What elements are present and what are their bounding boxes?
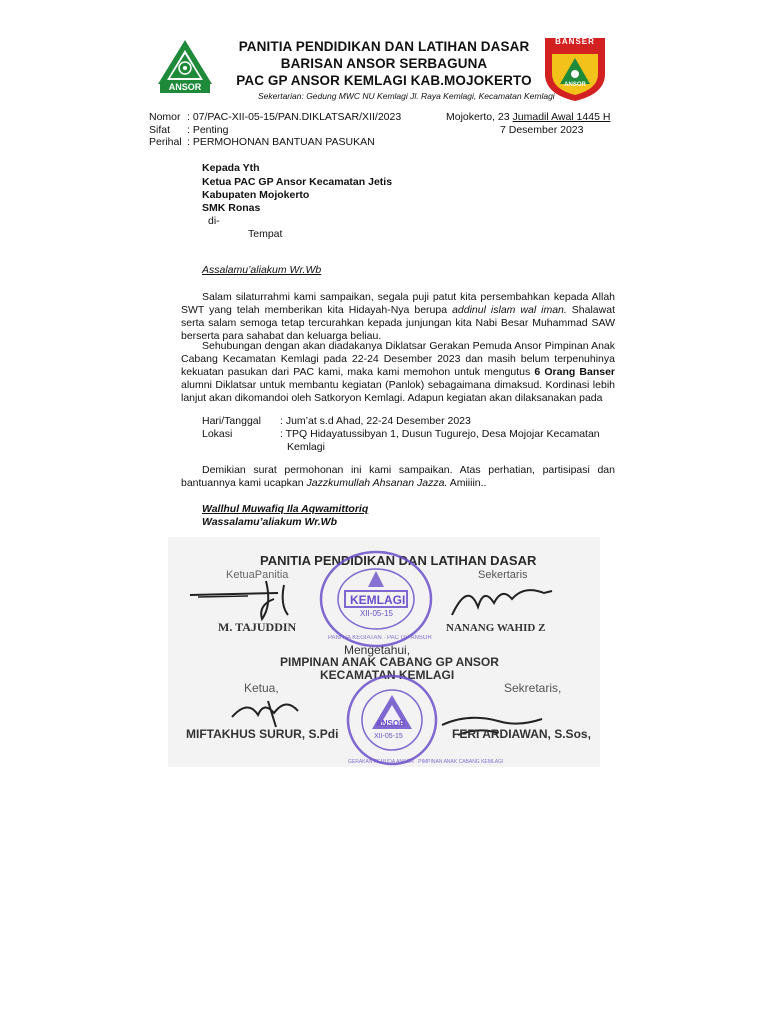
sekretaris-name: NANANG WAHID Z	[446, 622, 546, 634]
committee-title: PANITIA PENDIDIKAN DAN LATIHAN DASAR	[260, 553, 537, 568]
p2-text-a: Sehubungan dengan akan diadakanya Diklatsar Gerakan Pemuda Ansor Pimpinan Anak Cabang Kecamatan Kemlagi pada 22-24 Desember 2023 dan masih belum terpenuhinya kekuatan pasukan dari PAC kami, maka kami memohon untuk mengutus	[181, 340, 615, 378]
date-line	[446, 111, 610, 123]
mengetahui: Mengetahui,	[344, 643, 411, 657]
hari-label: Hari/Tanggal	[202, 415, 261, 427]
paragraph-3	[181, 464, 615, 490]
pac-line2: KECAMATAN KEMLAGI	[320, 668, 455, 682]
perihal-label: Perihal	[149, 136, 182, 148]
letterhead-line2: BARISAN ANSOR SERBAGUNA	[280, 56, 488, 71]
ketua-panitia-label: KetuaPanitia	[226, 569, 289, 581]
perihal-value: : PERMOHONAN BANTUAN PASUKAN	[187, 136, 375, 148]
paragraph-2	[181, 340, 615, 405]
p2-text-c: alumni Diklatsar untuk membantu kegiatan (Panlok) sebagaimana dimaksud. Kordinasi lebih lanjut akan dikomandoi oleh Satkoryon Kemlagi. Adapun kegiatan akan dilaksanakan pada	[181, 379, 615, 404]
recipient-di: di-	[208, 215, 220, 227]
recipient-line1: Ketua PAC GP Ansor Kecamatan Jetis	[202, 176, 393, 188]
sekretaris-label: Sekertaris	[478, 569, 528, 581]
right-logo-text: ANSOR	[564, 82, 586, 88]
p2-text-b: 6 Orang Banser	[534, 366, 615, 378]
signature-sekretaris	[448, 577, 558, 623]
date-place: Mojokerto, 23	[446, 111, 510, 123]
signature-ketua-panitia	[188, 575, 308, 623]
letterhead-address: Sekertarian: Gedung MWC NU Kemlagi Jl. Raya Kemlagi, Kecamatan Kemlagi	[258, 91, 555, 101]
right-logo-top-text: BANSER	[555, 37, 595, 46]
stamp2-code: XII-05-15	[374, 733, 403, 740]
stamp1-code: XII-05-15	[360, 609, 393, 618]
letterhead-line1: PANITIA PENDIDIKAN DAN LATIHAN DASAR	[238, 39, 530, 54]
signature-block	[168, 537, 600, 767]
p3-text-b: Jazzkumullah Ahsanan Jazza.	[306, 477, 448, 489]
sifat-value: : Penting	[187, 124, 229, 136]
stamp1-ring: PANITIA KEGIATAN · PAC GP ANSOR	[328, 635, 432, 641]
sifat-label: Sifat	[149, 124, 171, 136]
recipient-line2: Kabupaten Mojokerto	[202, 189, 310, 201]
date-masehi: 7 Desember 2023	[500, 124, 584, 136]
nomor-value: : 07/PAC-XII-05-15/PAN.DIKLATSAR/XII/2023	[187, 111, 402, 123]
lokasi-label: Lokasi	[202, 428, 233, 440]
sekretaris2-label: Sekretaris,	[504, 681, 562, 695]
date-hijri: Jumadil Awal 1445 H	[512, 111, 611, 123]
stamp2-ring: GERAKAN PEMUDA ANSOR · PIMPINAN ANAK CABANG KEMLAGI	[348, 759, 504, 765]
paragraph-1	[181, 291, 615, 343]
closing-1: Wallhul Muwafiq Ila Aqwamittoriq	[202, 503, 369, 515]
ketua-panitia-name: M. TAJUDDIN	[218, 620, 297, 634]
p1-text-b: addinul islam wal iman.	[452, 304, 567, 316]
p1-text-a: Salam silaturrahmi kami sampaikan, segala puji patut kita persembahkan kepada Allah SWT yang telah memberikan kita Hidayah-Nya berupa	[181, 291, 615, 316]
ketua2-label: Ketua,	[244, 681, 279, 695]
stamp1-center: KEMLAGI	[350, 593, 406, 607]
recipient-tempat: Tempat	[248, 228, 283, 240]
closing-2: Wassalamu’aliakum Wr.Wb	[202, 516, 337, 528]
ketua2-name: MIFTAKHUS SURUR, S.Pdi	[186, 727, 339, 741]
nomor-label: Nomor	[149, 111, 181, 123]
letterhead-line3: PAC GP ANSOR KEMLAGI KAB.MOJOKERTO	[236, 73, 532, 88]
recipient-line3: SMK Ronas	[202, 202, 261, 214]
recipient-kepada: Kepada Yth	[202, 162, 260, 174]
sekretaris2-name: FERI ARDIAWAN, S.Sos,	[452, 727, 591, 741]
hari-value: : Jum’at s.d Ahad, 22-24 Desember 2023	[280, 415, 471, 427]
stamp2-center: ANSOR	[376, 719, 405, 728]
p3-text-a: Demikian surat permohonan ini kami sampaikan. Atas perhatian, partisipasi dan bantuannya kami ucapkan	[181, 464, 615, 489]
greeting: Assalamu’aliakum Wr.Wb	[202, 264, 322, 276]
left-logo-text: ANSOR	[168, 82, 202, 92]
lokasi-value: : TPQ Hidayatussibyan 1, Dusun Tugurejo, Desa Mojojar Kecamatan	[280, 428, 600, 440]
pac-line1: PIMPINAN ANAK CABANG GP ANSOR	[280, 655, 499, 669]
p1-text-c: Shalawat serta salam semoga tetap tercurahkan kepada junjungan kita Nabi Besar Muhammad SAW berserta para sahabat dan keluarga beliau.	[181, 304, 615, 342]
lokasi-value-2: Kemlagi	[287, 441, 325, 453]
p3-text-c: Amiiiin..	[447, 477, 487, 489]
